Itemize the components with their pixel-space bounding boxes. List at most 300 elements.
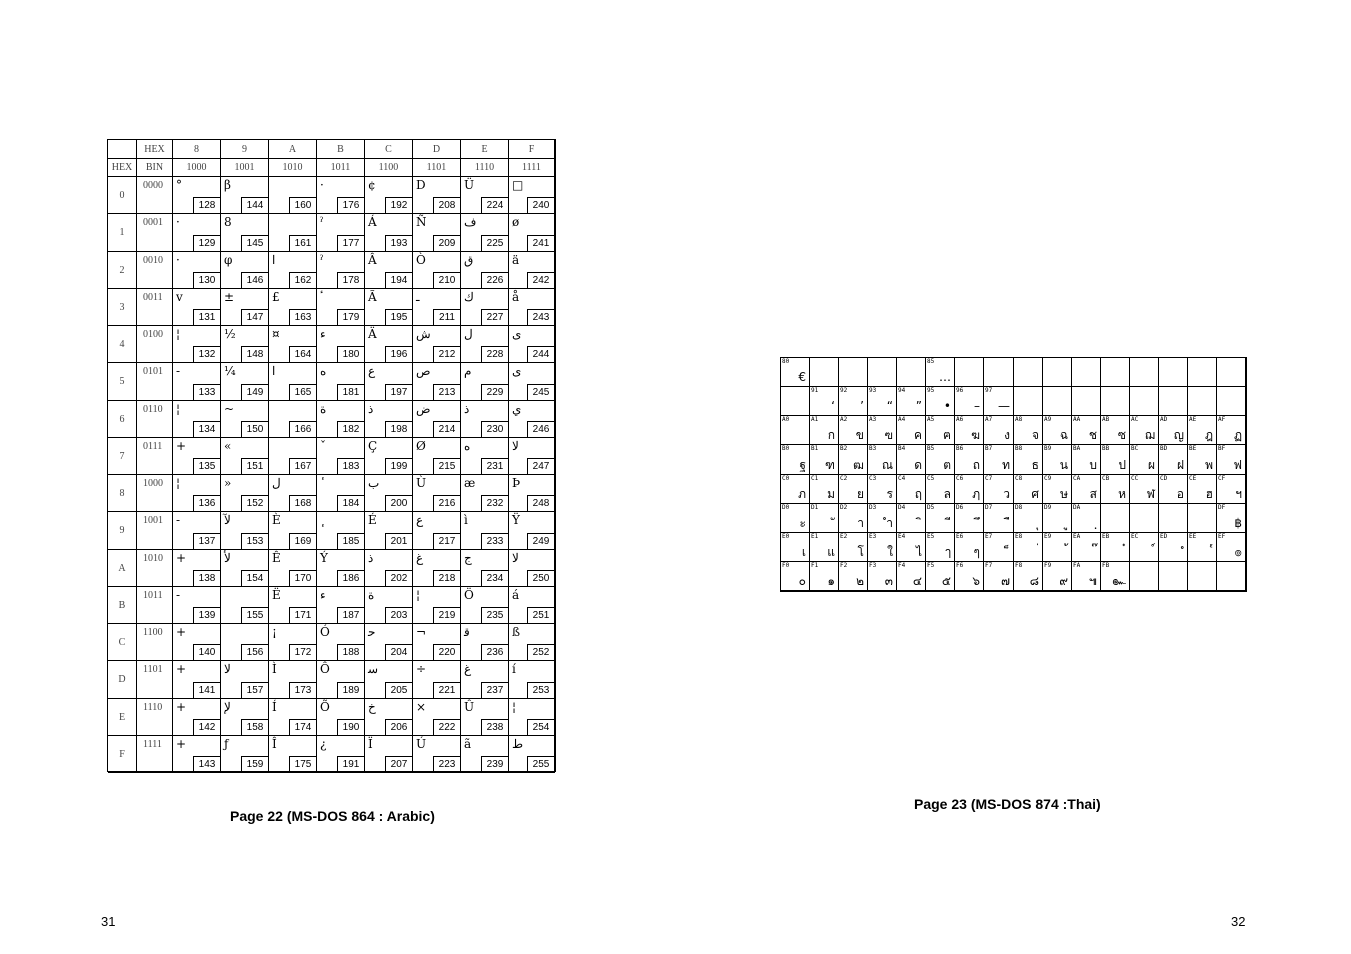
thai-cell-glyph: ๅ bbox=[945, 545, 951, 559]
thai-char-cell bbox=[955, 445, 984, 475]
char-glyph: á bbox=[512, 588, 520, 602]
char-glyph: β bbox=[224, 178, 231, 192]
thai-char-cell bbox=[839, 416, 868, 445]
thai-cell-code: CF bbox=[1218, 475, 1226, 482]
thai-char-cell bbox=[1043, 416, 1072, 445]
char-cell bbox=[365, 401, 413, 438]
char-glyph: Ò bbox=[416, 253, 426, 267]
char-cell bbox=[173, 177, 221, 214]
thai-char-cell bbox=[984, 445, 1014, 475]
char-cell bbox=[413, 438, 461, 475]
column-hex-header: C bbox=[365, 140, 413, 159]
char-glyph: ﻯ bbox=[512, 327, 522, 341]
row-hex-label: F bbox=[108, 736, 137, 773]
char-glyph: Ú bbox=[416, 737, 427, 751]
thai-char-cell bbox=[955, 562, 984, 591]
thai-char-cell bbox=[897, 445, 926, 475]
thai-cell-code: F8 bbox=[1015, 562, 1023, 569]
char-code-number: 135 bbox=[193, 458, 220, 474]
thai-char-cell bbox=[868, 533, 897, 562]
char-cell bbox=[317, 587, 365, 624]
thai-char-cell bbox=[926, 358, 955, 387]
thai-cell-glyph: ฤ bbox=[914, 487, 922, 501]
thai-cell-glyph: ห bbox=[1118, 487, 1126, 501]
thai-cell-code: A2 bbox=[840, 416, 848, 423]
row-hex-label: 2 bbox=[108, 252, 137, 289]
thai-empty-cell bbox=[1217, 358, 1246, 387]
thai-char-cell bbox=[1014, 475, 1043, 504]
thai-char-cell bbox=[1101, 533, 1130, 562]
thai-char-cell bbox=[1101, 562, 1130, 591]
char-cell bbox=[461, 624, 509, 661]
char-glyph: ﻷ bbox=[224, 551, 231, 565]
char-glyph: ع bbox=[416, 513, 424, 527]
char-glyph: D bbox=[416, 178, 426, 192]
thai-char-cell bbox=[839, 533, 868, 562]
char-glyph: ~ bbox=[224, 402, 235, 416]
char-cell bbox=[509, 326, 555, 363]
char-cell bbox=[269, 401, 317, 438]
thai-char-cell bbox=[1217, 533, 1246, 562]
thai-empty-cell bbox=[1188, 504, 1217, 533]
thai-empty-cell bbox=[984, 358, 1014, 387]
thai-empty-cell bbox=[1217, 387, 1246, 416]
thai-char-cell bbox=[868, 562, 897, 591]
thai-cell-code: F2 bbox=[840, 562, 848, 569]
thai-cell-code: DA bbox=[1073, 504, 1081, 511]
char-cell bbox=[317, 252, 365, 289]
thai-cell-glyph: ญ bbox=[1173, 428, 1184, 442]
row-hex-label: D bbox=[108, 661, 137, 699]
thai-empty-cell bbox=[1130, 358, 1159, 387]
thai-char-cell bbox=[1159, 533, 1188, 562]
thai-cell-glyph: ซ bbox=[1117, 428, 1126, 442]
char-code-number: 149 bbox=[241, 384, 268, 400]
char-cell bbox=[509, 214, 555, 252]
thai-empty-cell bbox=[1188, 358, 1217, 387]
header-hex-label: HEX bbox=[108, 159, 137, 177]
row-hex-label: C bbox=[108, 624, 137, 661]
char-code-number: 148 bbox=[241, 346, 268, 362]
thai-cell-code: BE bbox=[1189, 445, 1197, 452]
char-code-number: 155 bbox=[241, 607, 268, 623]
thai-cell-glyph: า bbox=[857, 516, 864, 530]
thai-cell-code: F4 bbox=[898, 562, 906, 569]
thai-empty-cell bbox=[1159, 562, 1188, 591]
char-glyph: ¦ bbox=[176, 476, 181, 490]
thai-cell-code: AD bbox=[1160, 416, 1168, 423]
char-glyph: å bbox=[512, 290, 520, 304]
thai-empty-cell bbox=[1014, 358, 1043, 387]
thai-char-cell bbox=[1101, 445, 1130, 475]
row-bin-label: 1001 bbox=[137, 512, 173, 550]
thai-char-cell bbox=[1101, 475, 1130, 504]
thai-empty-cell bbox=[1130, 504, 1159, 533]
char-cell bbox=[173, 550, 221, 587]
char-code-number: 137 bbox=[193, 533, 220, 549]
thai-cell-code: A1 bbox=[811, 416, 819, 423]
char-code-number: 176 bbox=[337, 197, 364, 213]
thai-cell-code: C4 bbox=[898, 475, 906, 482]
caption-thai: Page 23 (MS-DOS 874 :Thai) bbox=[914, 796, 1101, 812]
char-code-number: 229 bbox=[481, 384, 508, 400]
char-cell bbox=[221, 587, 269, 624]
char-code-number: 183 bbox=[337, 458, 364, 474]
thai-cell-glyph: ฅ bbox=[942, 428, 951, 442]
thai-cell-glyph: “ bbox=[886, 399, 893, 413]
char-glyph: Ï bbox=[368, 737, 373, 751]
thai-char-cell bbox=[897, 533, 926, 562]
char-cell bbox=[365, 326, 413, 363]
thai-cell-code: C0 bbox=[782, 475, 790, 482]
thai-cell-code: A9 bbox=[1044, 416, 1052, 423]
thai-cell-glyph: ฉ bbox=[1059, 428, 1068, 442]
thai-cell-glyph: ฯ bbox=[1235, 487, 1242, 501]
char-cell bbox=[461, 326, 509, 363]
thai-cell-code: EA bbox=[1073, 533, 1081, 540]
thai-cell-glyph: ส bbox=[1089, 487, 1097, 501]
char-glyph: Ì bbox=[272, 662, 277, 676]
char-cell bbox=[413, 363, 461, 401]
char-code-number: 238 bbox=[481, 719, 508, 735]
thai-char-cell bbox=[868, 387, 897, 416]
char-code-number: 235 bbox=[481, 607, 508, 623]
thai-cell-glyph: จ bbox=[1031, 428, 1039, 442]
thai-char-cell bbox=[1159, 445, 1188, 475]
char-glyph: Ù bbox=[416, 476, 427, 490]
thai-cell-glyph: ค bbox=[913, 428, 922, 442]
thai-cell-code: C6 bbox=[956, 475, 964, 482]
thai-char-cell bbox=[1188, 416, 1217, 445]
char-code-number: 209 bbox=[433, 235, 460, 251]
char-glyph: Â bbox=[368, 253, 377, 267]
thai-char-cell bbox=[810, 445, 839, 475]
char-glyph: ﺀ bbox=[320, 588, 326, 602]
thai-char-cell bbox=[868, 416, 897, 445]
thai-empty-cell bbox=[1159, 358, 1188, 387]
char-cell bbox=[461, 214, 509, 252]
char-cell bbox=[269, 624, 317, 661]
page-number-right: 32 bbox=[1231, 914, 1246, 929]
thai-cell-code: FB bbox=[1102, 562, 1110, 569]
char-cell bbox=[365, 512, 413, 550]
char-cell bbox=[461, 401, 509, 438]
char-glyph: « bbox=[224, 439, 232, 453]
row-bin-label: 1010 bbox=[137, 550, 173, 587]
char-glyph: ذ bbox=[368, 551, 374, 565]
char-glyph: م bbox=[464, 364, 472, 378]
thai-cell-code: F5 bbox=[927, 562, 935, 569]
char-code-number: 139 bbox=[193, 607, 220, 623]
thai-char-cell bbox=[1130, 475, 1159, 504]
char-code-number: 251 bbox=[527, 607, 554, 623]
char-code-number: 254 bbox=[527, 719, 554, 735]
char-code-number: 165 bbox=[289, 384, 316, 400]
thai-char-cell bbox=[781, 504, 810, 533]
row-bin-label: 1111 bbox=[137, 736, 173, 773]
char-glyph: ä bbox=[512, 253, 520, 267]
char-code-number: 159 bbox=[241, 756, 268, 772]
char-code-number: 133 bbox=[193, 384, 220, 400]
char-cell bbox=[365, 475, 413, 512]
thai-cell-code: F7 bbox=[985, 562, 993, 569]
char-cell bbox=[221, 326, 269, 363]
char-cell bbox=[221, 214, 269, 252]
row-bin-label: 0101 bbox=[137, 363, 173, 401]
thai-empty-cell bbox=[1043, 358, 1072, 387]
char-cell bbox=[221, 252, 269, 289]
thai-cell-glyph: ๖ bbox=[972, 574, 980, 588]
char-glyph: Í bbox=[272, 700, 277, 714]
char-code-number: 181 bbox=[337, 384, 364, 400]
thai-char-cell bbox=[984, 475, 1014, 504]
thai-cell-code: D0 bbox=[782, 504, 790, 511]
char-glyph: ì bbox=[464, 513, 468, 527]
thai-cell-code: A6 bbox=[956, 416, 964, 423]
char-glyph: خ bbox=[368, 700, 376, 714]
thai-cell-code: D8 bbox=[1015, 504, 1023, 511]
thai-cell-code: AA bbox=[1073, 416, 1081, 423]
thai-char-cell bbox=[1072, 475, 1101, 504]
thai-cell-code: D6 bbox=[956, 504, 964, 511]
char-cell bbox=[269, 438, 317, 475]
char-glyph: ø bbox=[512, 215, 520, 229]
row-hex-label: 4 bbox=[108, 326, 137, 363]
thai-empty-cell bbox=[1101, 358, 1130, 387]
thai-cell-glyph: ฏ bbox=[1233, 428, 1242, 442]
char-glyph: Ô bbox=[320, 662, 330, 676]
thai-cell-glyph: € bbox=[798, 370, 806, 384]
char-cell bbox=[317, 736, 365, 773]
thai-cell-code: F0 bbox=[782, 562, 790, 569]
char-code-number: 211 bbox=[433, 309, 460, 325]
char-glyph: Þ bbox=[512, 476, 521, 490]
char-cell bbox=[317, 289, 365, 326]
thai-char-cell bbox=[1188, 533, 1217, 562]
thai-char-cell bbox=[897, 504, 926, 533]
char-code-number: 129 bbox=[193, 235, 220, 251]
char-glyph: ß bbox=[512, 625, 521, 639]
char-glyph: + bbox=[176, 625, 187, 639]
char-cell bbox=[269, 475, 317, 512]
thai-empty-cell bbox=[897, 358, 926, 387]
char-glyph: Ý bbox=[320, 551, 328, 565]
char-code-number: 193 bbox=[385, 235, 412, 251]
char-code-number: 177 bbox=[337, 235, 364, 251]
char-cell bbox=[173, 699, 221, 736]
thai-empty-cell bbox=[810, 358, 839, 387]
char-code-number: 227 bbox=[481, 309, 508, 325]
thai-char-cell bbox=[1217, 475, 1246, 504]
char-cell bbox=[413, 401, 461, 438]
char-cell bbox=[269, 177, 317, 214]
char-code-number: 161 bbox=[289, 235, 316, 251]
char-code-number: 202 bbox=[385, 570, 412, 586]
char-cell bbox=[413, 624, 461, 661]
thai-empty-cell bbox=[868, 358, 897, 387]
thai-cell-glyph: ด bbox=[914, 458, 922, 472]
char-glyph: ¿ bbox=[320, 737, 327, 751]
thai-cell-glyph: ๗ bbox=[1000, 574, 1010, 588]
thai-cell-code: A5 bbox=[927, 416, 935, 423]
char-code-number: 212 bbox=[433, 346, 460, 362]
thai-char-cell bbox=[781, 562, 810, 591]
thai-char-cell bbox=[868, 504, 897, 533]
char-cell bbox=[269, 289, 317, 326]
row-hex-label: A bbox=[108, 550, 137, 587]
char-cell bbox=[317, 326, 365, 363]
thai-cell-code: BF bbox=[1218, 445, 1226, 452]
char-code-number: 158 bbox=[241, 719, 268, 735]
char-glyph: Ÿ bbox=[512, 513, 520, 527]
thai-cell-glyph: ก bbox=[827, 428, 835, 442]
char-cell bbox=[365, 363, 413, 401]
thai-cell-glyph: ฑ bbox=[825, 458, 835, 472]
char-glyph: · bbox=[176, 215, 180, 229]
thai-cell-glyph: ๒ bbox=[856, 574, 864, 588]
thai-cell-code: C2 bbox=[840, 475, 848, 482]
char-cell bbox=[509, 252, 555, 289]
column-hex-header: A bbox=[269, 140, 317, 159]
char-glyph: + bbox=[176, 662, 187, 676]
char-glyph: + bbox=[176, 737, 187, 751]
char-code-number: 171 bbox=[289, 607, 316, 623]
char-cell bbox=[221, 401, 269, 438]
thai-empty-cell bbox=[781, 387, 810, 416]
char-cell bbox=[173, 661, 221, 699]
char-glyph: ¤ bbox=[272, 327, 280, 341]
char-cell bbox=[317, 699, 365, 736]
thai-cell-glyph: ” bbox=[915, 399, 922, 413]
char-code-number: 250 bbox=[527, 570, 554, 586]
thai-cell-glyph: ณ bbox=[881, 458, 893, 472]
thai-cell-glyph: ำ bbox=[886, 516, 893, 530]
thai-char-cell bbox=[926, 445, 955, 475]
thai-cell-code: C7 bbox=[985, 475, 993, 482]
char-glyph: غ bbox=[464, 662, 472, 676]
column-bin-header: 1110 bbox=[461, 159, 509, 177]
char-glyph: ل bbox=[272, 476, 281, 490]
char-cell bbox=[221, 363, 269, 401]
thai-cell-glyph: ๏ bbox=[1234, 545, 1242, 559]
char-code-number: 195 bbox=[385, 309, 412, 325]
char-code-number: 245 bbox=[527, 384, 554, 400]
char-glyph: ÷ bbox=[416, 662, 427, 676]
char-cell bbox=[317, 624, 365, 661]
char-code-number: 173 bbox=[289, 682, 316, 698]
char-glyph: غ bbox=[416, 551, 424, 565]
char-code-number: 249 bbox=[527, 533, 554, 549]
char-glyph: ﻵ bbox=[224, 513, 231, 527]
char-glyph: ه bbox=[464, 439, 471, 453]
char-code-number: 180 bbox=[337, 346, 364, 362]
char-cell bbox=[173, 736, 221, 773]
char-code-number: 132 bbox=[193, 346, 220, 362]
thai-char-cell bbox=[868, 445, 897, 475]
char-code-number: 170 bbox=[289, 570, 316, 586]
char-code-number: 163 bbox=[289, 309, 316, 325]
char-glyph: ه bbox=[320, 364, 327, 378]
char-code-number: 154 bbox=[241, 570, 268, 586]
thai-char-cell bbox=[984, 533, 1014, 562]
thai-cell-code: D5 bbox=[927, 504, 935, 511]
thai-cell-glyph: ๚ bbox=[1088, 574, 1097, 588]
char-cell bbox=[221, 661, 269, 699]
char-code-number: 150 bbox=[241, 421, 268, 437]
char-glyph: ¼ bbox=[224, 364, 236, 378]
char-cell bbox=[173, 252, 221, 289]
thai-cell-code: B5 bbox=[927, 445, 935, 452]
thai-char-cell bbox=[810, 416, 839, 445]
char-glyph: - bbox=[176, 588, 181, 602]
char-code-number: 215 bbox=[433, 458, 460, 474]
char-glyph: Õ bbox=[320, 700, 330, 714]
thai-char-cell bbox=[1072, 445, 1101, 475]
row-bin-label: 1011 bbox=[137, 587, 173, 624]
char-glyph: ã bbox=[464, 737, 472, 751]
thai-cell-code: BB bbox=[1102, 445, 1110, 452]
thai-empty-cell bbox=[1130, 562, 1159, 591]
char-code-number: 226 bbox=[481, 272, 508, 288]
thai-char-cell bbox=[1043, 533, 1072, 562]
char-glyph: ˀ bbox=[320, 253, 324, 267]
char-code-number: 142 bbox=[193, 719, 220, 735]
char-cell bbox=[269, 550, 317, 587]
char-code-number: 219 bbox=[433, 607, 460, 623]
char-cell bbox=[509, 363, 555, 401]
thai-char-cell bbox=[926, 504, 955, 533]
char-cell bbox=[221, 289, 269, 326]
char-cell bbox=[413, 475, 461, 512]
char-cell bbox=[413, 252, 461, 289]
thai-cell-glyph: ฿ bbox=[1234, 516, 1242, 530]
thai-char-cell bbox=[839, 445, 868, 475]
char-code-number: 140 bbox=[193, 644, 220, 660]
thai-cell-code: E1 bbox=[811, 533, 819, 540]
char-code-number: 178 bbox=[337, 272, 364, 288]
thai-cell-code: E8 bbox=[1015, 533, 1023, 540]
thai-char-cell bbox=[839, 504, 868, 533]
char-glyph: ﻹ bbox=[224, 700, 231, 714]
thai-empty-cell bbox=[1130, 387, 1159, 416]
thai-char-cell bbox=[1014, 504, 1043, 533]
char-code-number: 203 bbox=[385, 607, 412, 623]
thai-cell-code: E3 bbox=[869, 533, 877, 540]
char-cell bbox=[413, 661, 461, 699]
char-cell bbox=[221, 550, 269, 587]
char-glyph: - bbox=[176, 513, 181, 527]
thai-empty-cell bbox=[1101, 387, 1130, 416]
thai-cell-glyph: โ bbox=[857, 545, 864, 559]
char-glyph: » bbox=[224, 476, 232, 490]
char-cell bbox=[173, 326, 221, 363]
thai-cell-glyph: ภ bbox=[798, 487, 806, 501]
char-code-number: 138 bbox=[193, 570, 220, 586]
thai-cell-code: D3 bbox=[869, 504, 877, 511]
thai-cell-glyph: ฒ bbox=[853, 458, 864, 472]
char-code-number: 166 bbox=[289, 421, 316, 437]
thai-cell-glyph: ต bbox=[943, 458, 951, 472]
thai-cell-code: F1 bbox=[811, 562, 819, 569]
row-bin-label: 0110 bbox=[137, 401, 173, 438]
char-glyph: + bbox=[176, 551, 187, 565]
char-code-number: 234 bbox=[481, 570, 508, 586]
thai-cell-code: C5 bbox=[927, 475, 935, 482]
thai-cell-glyph: ร bbox=[886, 487, 893, 501]
char-glyph: Ñ bbox=[416, 215, 427, 229]
char-glyph: ﺓ bbox=[368, 588, 375, 602]
char-cell bbox=[317, 401, 365, 438]
